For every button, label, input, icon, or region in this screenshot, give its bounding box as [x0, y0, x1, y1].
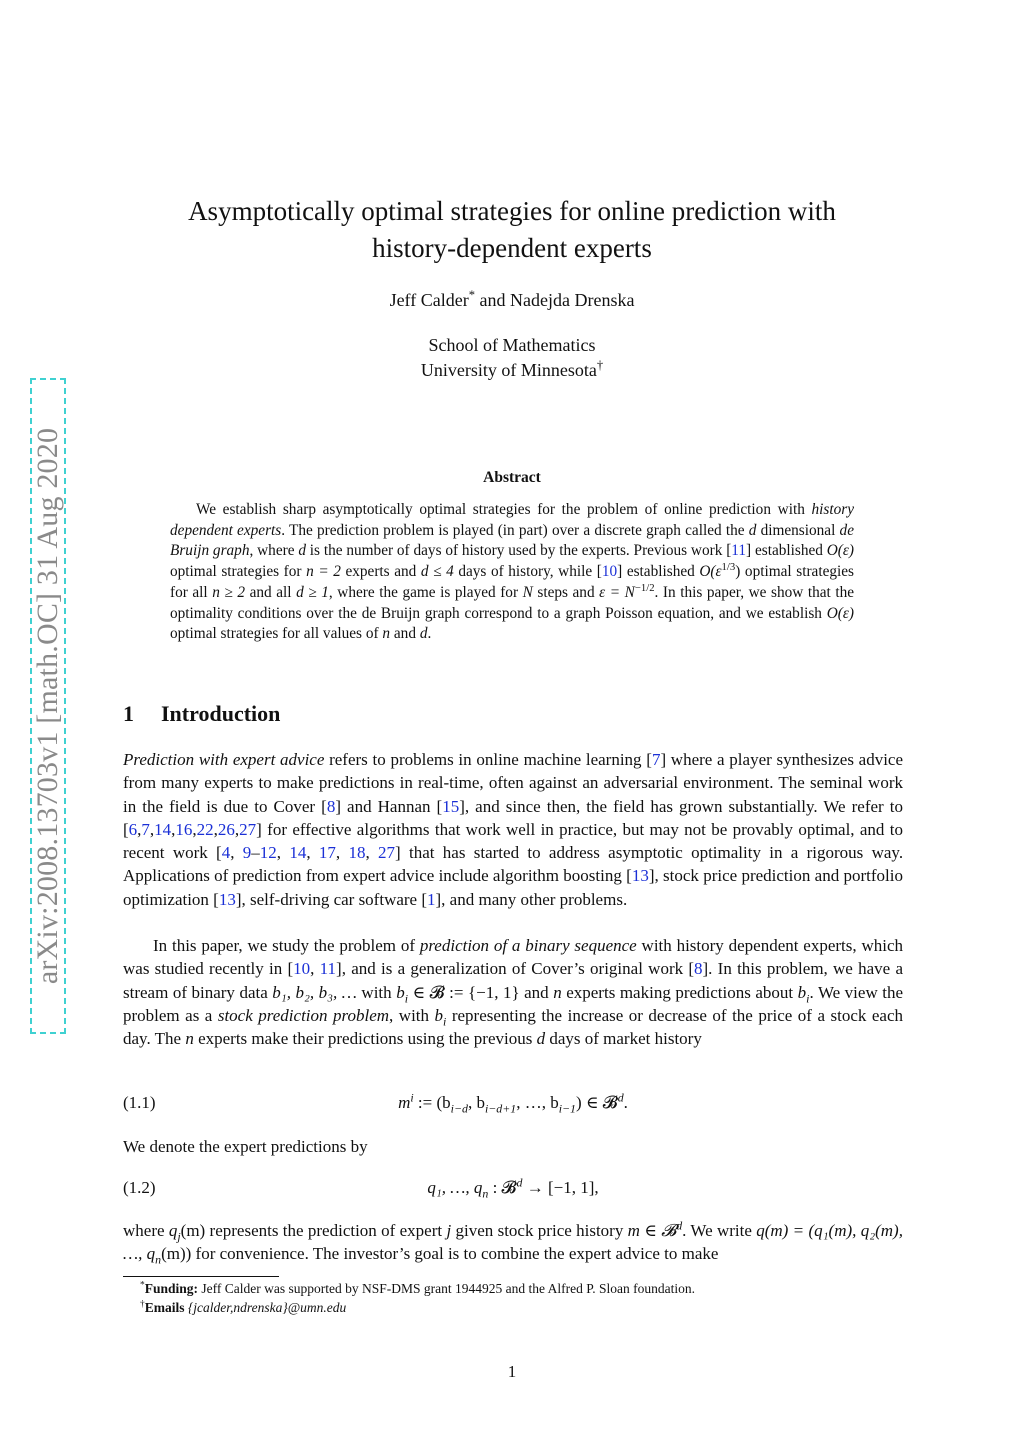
paper-title — [0, 193, 1024, 267]
arxiv-identifier[interactable]: arXiv:2008.13703v1 [math.OC] 31 Aug 2020 — [31, 427, 64, 985]
footnote-emails: †Emails {jcalder,ndrenska}@umn.edu — [140, 1299, 347, 1315]
citation-link[interactable]: 10 — [293, 959, 311, 979]
citation-link[interactable]: 1 — [427, 889, 436, 909]
citation-link[interactable]: 17 — [318, 843, 336, 863]
page-number: 1 — [507, 1362, 517, 1381]
author-1-footnote-mark[interactable]: * — [468, 288, 475, 302]
author-1: Jeff Calder — [389, 290, 469, 310]
affiliation — [0, 333, 1024, 383]
paragraph-1: Prediction with expert advice refers to problems in online machine learning [7] where a player synthesizes advice from many experts to make predictions in real-time, often against an adversarial environment. The seminal work in the field is due to Cover [8] and Hannan [15], and since then, the field has grown substantially. We refer to [6,7,14,16,22,26,27] for effective algorithms that work well in practice, but may not be provably optimal, and to recent work [4, 9–12, 14, 17, 18, 27] that has started to address asymptotic optimality in a rigorous way. Applications of prediction from expert advice include algorithm boosting [13], stock price prediction and portfolio optimization [13], self-driving car software [1], and many other problems. — [123, 750, 904, 909]
citation-link[interactable]: 27 — [239, 819, 257, 839]
citation-link[interactable]: 18 — [348, 843, 366, 863]
section-number: 1 — [123, 701, 134, 726]
citation-link[interactable]: 11 — [731, 542, 747, 560]
author-2: and Nadejda Drenska — [475, 290, 635, 310]
citation-link[interactable]: 14 — [289, 843, 307, 863]
citation-link[interactable]: 13 — [218, 889, 236, 909]
citation-link[interactable]: 8 — [694, 959, 703, 979]
citation-link[interactable]: 8 — [326, 796, 336, 816]
paragraph-4: where $q_j(m)$ represents the prediction of expert j given stock price history m ∈ 𝓑$^d$. We write q(m) = (q₁(m), q₂(m), …, $q_n(m)$) for convenience. The investor’s goal is to combine the expert advice to make — [123, 1218, 903, 1267]
citation-link[interactable]: 7 — [651, 750, 661, 769]
authors — [0, 290, 1024, 311]
citation-link[interactable]: 4 — [221, 843, 231, 863]
equation-body: q₁, …, $q_n$ : 𝓑$^d$ → [−1, 1], — [427, 1175, 599, 1201]
equation-body: $m^i$ := ($b_{i-d}$, $b_{i-d+1}$, …, $b_{i-1}$) ∈ 𝓑$^d$. — [398, 1090, 628, 1116]
citation-link[interactable]: 22 — [196, 819, 214, 839]
citation-link[interactable]: 6 — [128, 819, 138, 839]
citation-link[interactable]: 16 — [175, 819, 193, 839]
abstract-heading: Abstract — [483, 469, 541, 486]
citation-link[interactable]: 9 — [242, 843, 252, 863]
citation-link[interactable]: 13 — [631, 866, 649, 886]
abstract-body: We establish sharp asymptotically optimal strategies for the problem of online prediction with history dependent experts. The prediction problem is played (in part) over a discrete graph called the d dimensional de Bruijn graph, where d is the number of days of history used by the experts. Previous work [11] established O(ε) optimal strategies for n = 2 experts and d ≤ 4 days of history, while [10] established $O(\varepsilon^{1/3})$ optimal strategies for all n ≥ 2 and all d ≥ 1, where the game is played for N steps and $\varepsilon = N^{-1/2}$. In this paper, we show that the optimality conditions over the de Bruijn graph correspond to a graph Poisson equation, and we establish O(ε) optimal strategies for all values of n and d. — [170, 501, 855, 643]
title-line-1: Asymptotically optimal strategies for online prediction with — [188, 196, 836, 226]
affiliation-footnote-mark[interactable]: † — [596, 358, 604, 372]
citation-link[interactable]: 15 — [442, 796, 460, 816]
section-title: Introduction — [161, 701, 281, 726]
citation-link[interactable]: 12 — [259, 843, 277, 863]
citation-link[interactable]: 26 — [217, 819, 235, 839]
footnote-funding: *Funding: Jeff Calder was supported by NSF-DMS grant 1944925 and the Alfred P. Sloan foundation. — [140, 1280, 695, 1296]
citation-link[interactable]: 10 — [601, 563, 618, 581]
citation-link[interactable]: 7 — [141, 819, 150, 839]
citation-link[interactable]: 14 — [154, 819, 172, 839]
equation-number: (1.1) — [123, 1093, 156, 1112]
paragraph-2: In this paper, we study the problem of prediction of a binary sequence with history dependent experts, which was studied recently in [10, 11], and is a generalization of Cover’s original work [8]. In this problem, we have a stream of binary data b₁, b₂, b₃, … with $b_i$ ∈ 𝓑 := {−1, 1} and n experts making predictions about $b_i$. We view the problem as a stock prediction problem, with $b_i$ representing the increase or decrease of the price of a stock each day. The n experts make their predictions using the previous d days of market history — [123, 936, 904, 1049]
affiliation-line-2: University of Minnesota† — [420, 358, 604, 380]
paragraph-3: We denote the expert predictions by — [123, 1137, 368, 1156]
citation-link[interactable]: 27 — [378, 843, 396, 863]
citation-link[interactable]: 11 — [319, 959, 337, 979]
equation-number: (1.2) — [123, 1178, 156, 1197]
title-line-2: history-dependent experts — [372, 233, 652, 263]
footnote-rule — [123, 1276, 279, 1277]
affiliation-line-1: School of Mathematics — [428, 335, 596, 355]
section-heading — [123, 701, 280, 727]
